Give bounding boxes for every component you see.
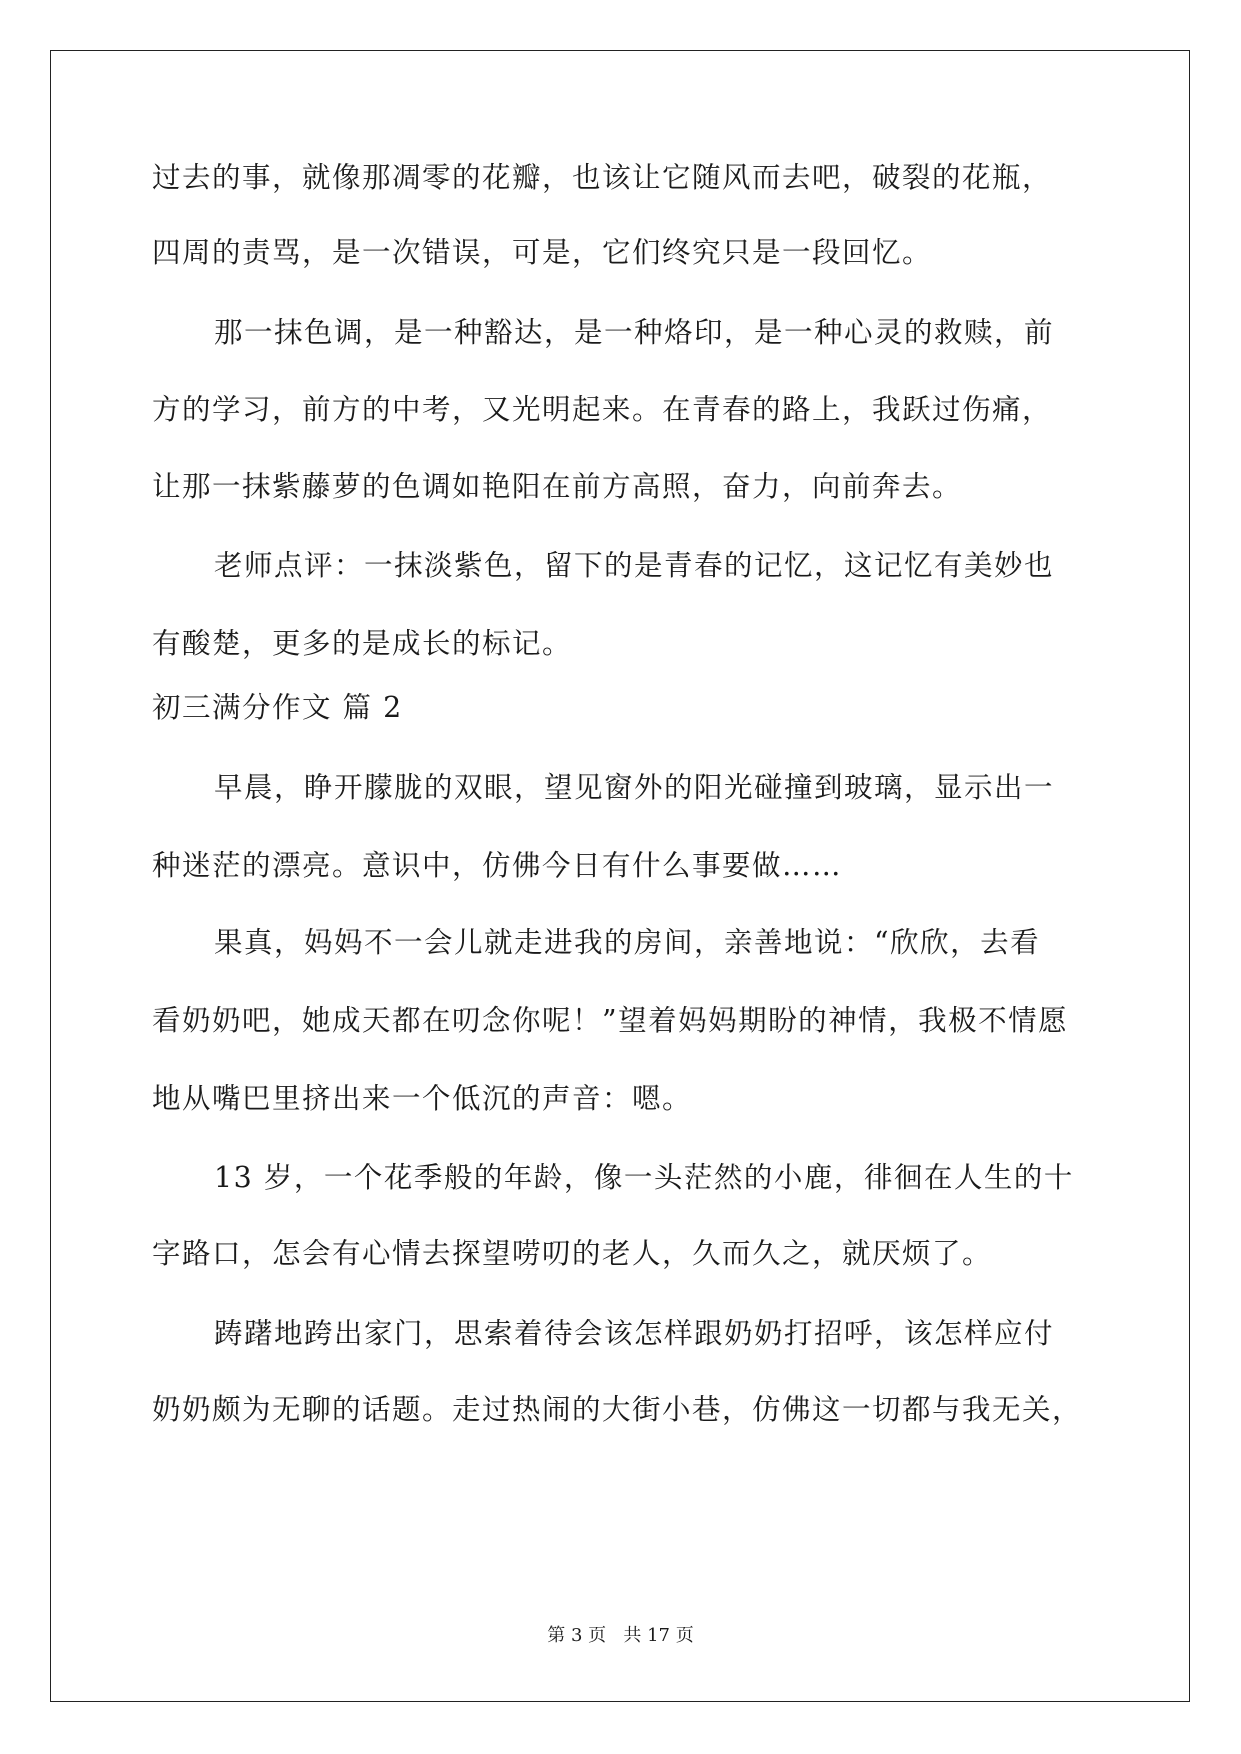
paragraph-start-line: 踌躇地跨出家门，思索着待会该怎样跟奶奶打招呼，该怎样应付 xyxy=(214,1317,1055,1350)
paragraph-start-line: 那一抹色调，是一种豁达，是一种烙印，是一种心灵的救赎，前 xyxy=(214,316,1055,349)
text-line: 种迷茫的漂亮。意识中，仿佛今日有什么事要做…… xyxy=(152,849,843,882)
text-line: 奶奶颇为无聊的话题。走过热闹的大街小巷，仿佛这一切都与我无关， xyxy=(152,1393,1083,1426)
text-line: 四周的责骂，是一次错误，可是，它们终究只是一段回忆。 xyxy=(152,236,933,269)
paragraph-start-line: 13 岁，一个花季般的年龄，像一头茫然的小鹿，徘徊在人生的十 xyxy=(214,1161,1074,1194)
paragraph-start-line: 果真，妈妈不一会儿就走进我的房间，亲善地说：“欣欣，去看 xyxy=(214,926,1041,959)
text-line: 字路口，怎会有心情去探望唠叨的老人，久而久之，就厌烦了。 xyxy=(152,1237,993,1270)
text-line: 有酸楚，更多的是成长的标记。 xyxy=(152,627,573,660)
page-footer xyxy=(0,1624,1241,1648)
page-number: 第 3 页 共 17 页 xyxy=(547,1625,694,1646)
section-heading: 初三满分作文 篇 2 xyxy=(152,691,403,724)
text-line: 看奶奶吧，她成天都在叨念你呢！”望着妈妈期盼的神情，我极不情愿 xyxy=(152,1004,1069,1037)
text-line: 过去的事，就像那凋零的花瓣，也该让它随风而去吧，破裂的花瓶， xyxy=(152,161,1053,194)
paragraph-start-line: 早晨，睁开朦胧的双眼，望见窗外的阳光碰撞到玻璃，显示出一 xyxy=(214,771,1055,804)
paragraph-start-line: 老师点评：一抹淡紫色，留下的是青春的记忆，这记忆有美妙也 xyxy=(214,549,1055,582)
text-line: 让那一抹紫藤萝的色调如艳阳在前方高照，奋力，向前奔去。 xyxy=(152,470,963,503)
text-line: 方的学习，前方的中考，又光明起来。在青春的路上，我跃过伤痛， xyxy=(152,393,1053,426)
text-line: 地从嘴巴里挤出来一个低沉的声音：嗯。 xyxy=(152,1082,693,1115)
